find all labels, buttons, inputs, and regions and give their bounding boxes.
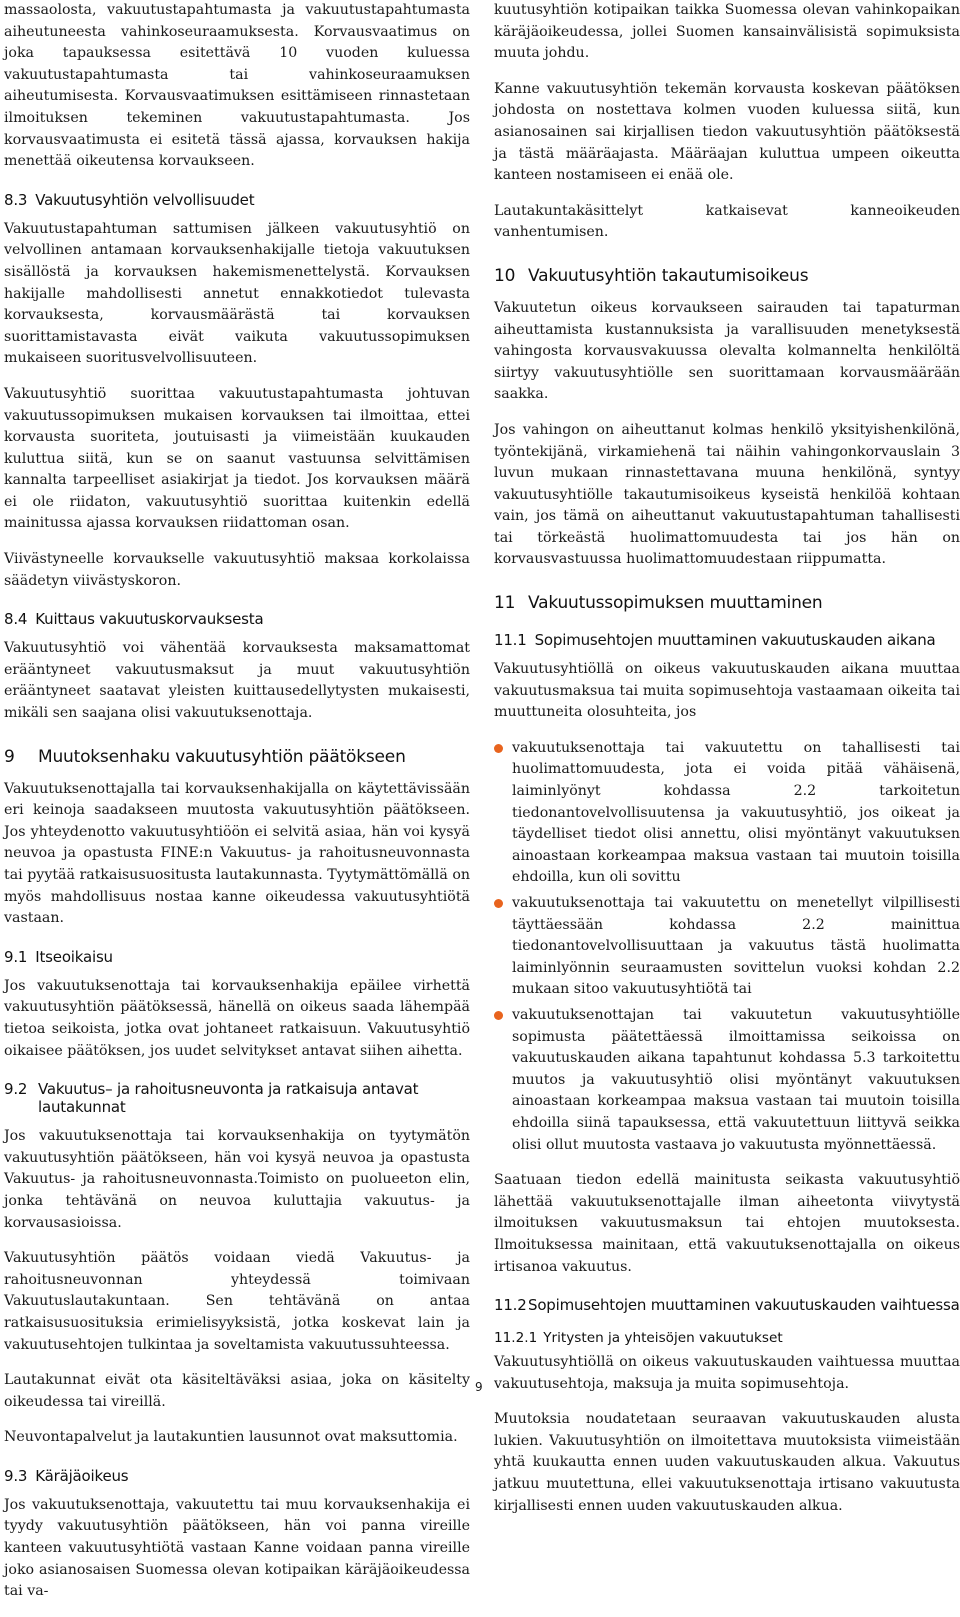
paragraph: Vakuutuksenottajalla tai korvauksenhakijalla on käytettävissään eri keinoja saadakseen muutosta vakuutusyhtiön päätökseen. Jos yhteydenotto vakuutusyhtiöön ei selvitä asiaa, hän voi kysyä neuvoa ja opastusta FINE:n Vakuutus- ja rahoitusneuvonnasta tai pyytää ratkaisusuositusta lautakunnasta. Tyytymättömällä on myös mahdollisuus nostaa kanne oikeudessa vakuutusyhtiötä vastaan. — [4, 780, 470, 927]
section-9-3-heading — [4, 1467, 470, 1485]
bullet-icon — [494, 899, 503, 908]
section-title: Vakuutusyhtiön takautumisoikeus — [528, 265, 809, 286]
section-number: 9.1 — [4, 947, 28, 966]
section-number: 8.4 — [4, 610, 28, 629]
section-number: 9.3 — [4, 1466, 28, 1485]
paragraph: Jos vahingon on aiheuttanut kolmas henkilö yksityishenkilönä, työntekijänä, virkamiehenä tai näihin vahingonkorvauslain 3 luvun mukaan rinnastettavana muuna henkilönä, syntyy vakuutusyhtiölle takautumisoikeus kyseistä henkilöä kohtaan vain, jos tämä on aiheuttanut vakuutustapahtuman tahallisesti tai törkeästä huolimattomuudesta tai jos hän on korvausvastuussa huolimattomuudestaan riippumatta. — [494, 421, 960, 568]
list-item-text: vakuutuksenottaja tai vakuutettu on tahallisesti tai huolimattomuudesta, jota ei voida pitää vähäisenä, laiminlyönyt kohdassa 2.2 tarkoitetun tiedonantovelvollisuutensa ja vakuutusyhtiö, jos oikeat ja täydelliset tiedot olisi annettu, olisi myöntänyt vakuutuksen ainoastaan korkeampaa maksua vastaan tai muutoin toisilla ehdoilla, kun oli sovittu — [512, 739, 960, 886]
section-title: Sopimusehtojen muuttaminen vakuutuskauden aikana — [534, 631, 936, 650]
paragraph: Neuvontapalvelut ja lautakuntien lausunnot ovat maksuttomia. — [4, 1429, 458, 1446]
list-item-text: vakuutuksenottaja tai vakuutettu on menetellyt vilpillisesti täyttäessään kohdassa 2.2 mainittua tiedonantovelvollisuuttaan ja vakuutus tästä huolimatta laiminlyönnin seuraamusten sovittelun vuoksi kohdan 2.2 mukaan sitoo vakuutusyhtiötä tai — [512, 895, 960, 998]
paragraph: Vakuutusyhtiön päätös voidaan viedä Vakuutus- ja rahoitusneuvonnan yhteydessä toimivaan Vakuutuslautakuntaan. Sen tehtävänä on antaa ratkaisusuosituksia erimielisyyksistä, jotka koskevat lain ja vakuutusehtojen tulkintaa ja soveltamista vakuutussuhteessa. — [4, 1250, 470, 1353]
paragraph: Lautakuntakäsittelyt katkaisevat kanneoikeuden vanhentumisen. — [494, 202, 960, 241]
conditions-list — [494, 738, 960, 1156]
section-title: Käräjäoikeus — [35, 1466, 129, 1485]
paragraph: Vakuutustapahtuman sattumisen jälkeen vakuutusyhtiö on velvollinen antamaan korvauksenhakijalle tietoja vakuutuksen sisällöstä ja korvauksen hakemismenettelystä. Korvauksen hakijalle mahdollisesti annetut ennakkotiedot tulevasta korvauksesta, korvausmäärästä tai korvauksen suorittamistavasta eivät vaikuta vakuutussopimuksen mukaiseen suoritusvelvollisuuteen. — [4, 220, 470, 367]
section-number: 9.2 — [4, 1080, 28, 1099]
paragraph: Muutoksia noudatetaan seuraavan vakuutuskauden alusta lukien. Vakuutusyhtiön on ilmoitettava muutoksista viimeistään yhtä kuukautta ennen uuden vakuutuskauden alkua. Vakuutus jatkuu muutettuna, ellei vakuutuksenottaja irtisano vakuutusta kirjallisesti ennen uuden vakuutuskauden alkua. — [494, 1411, 960, 1514]
paragraph: Jos vakuutuksenottaja tai korvauksenhakija epäilee virhettä vakuutusyhtiön päätöksessä, hänellä on oikeus saada lähempää tietoa seikoista, jotka ovat johtaneet ratkaisuun. Vakuutusyhtiö oikaisee päätöksen, jos uudet selvitykset antavat siihen aihetta. — [4, 977, 470, 1059]
list-item — [494, 893, 960, 1001]
section-11-heading — [494, 593, 960, 613]
list-item-text: vakuutuksenottajan tai vakuutetun vakuutusyhtiölle sopimusta päätettäessä ilmoittamissa seikoissa on vakuutuskauden aikana tapahtunut kohdassa 5.3 tarkoitettu muutos ja vakuutusyhtiö olisi myöntänyt vakuutuksen ainoastaan korkeampaa maksua vastaan tai muutoin toisilla ehdoilla siinä tapauksessa, että vakuutettuun liittyvä seikka olisi ollut muutosta vastaava jo vakuutusta myönnettäessä. — [512, 1006, 960, 1153]
paragraph: Jos vakuutuksenottaja, vakuutettu tai muu korvauksenhakija ei tyydy vakuutusyhtiön päätökseen, hän voi panna vireille kanteen vakuutusyhtiötä vastaan Kanne voidaan panna vireille joko asianosaisen Suomessa olevan kotipaikan käräjäoikeudessa tai va- — [4, 1496, 470, 1600]
section-title: Vakuutus– ja rahoitusneuvonta ja ratkaisuja antavat lautakunnat — [38, 1080, 419, 1117]
list-item — [494, 738, 960, 889]
section-number: 8.3 — [4, 190, 28, 209]
paragraph: Jos vakuutuksenottaja tai korvauksenhakija on tyytymätön vakuutusyhtiön päätökseen, hän voi kysyä neuvoa ja opastusta Vakuutus- ja rahoitusneuvonnasta.Toimisto on puolueeton elin, jonka tehtävänä on neuvoa kuluttajia vakuutus- ja korvausasioissa. — [4, 1128, 470, 1231]
section-title: Sopimusehtojen muuttaminen vakuutuskauden vaihtuessa — [528, 1296, 960, 1315]
list-item — [494, 1005, 960, 1156]
section-title: Itseoikaisu — [35, 947, 113, 966]
section-title: Yritysten ja yhteisöjen vakuutukset — [543, 1330, 783, 1347]
section-9-2-heading — [4, 1080, 470, 1116]
section-9-1-heading — [4, 948, 470, 966]
paragraph: Vakuutusyhtiö suorittaa vakuutustapahtumasta johtuvan vakuutussopimuksen mukaisen korvauksen tai ilmoittaa, ettei korvausta suoriteta, joutuisasti ja viimeistään kuukauden kuluttua siitä, kun se on saanut vastuunsa selvittämisen kannalta tarpeelliset asiakirjat ja tiedot. Jos korvauksen määrä ei ole riidaton, vakuutusyhtiö suorittaa kuitenkin edellä mainitussa ajassa korvauksen riidattoman osan. — [4, 385, 470, 532]
section-9-heading — [4, 747, 470, 767]
section-number: 11.2.1 — [494, 1330, 538, 1347]
paragraph: Lautakunnat eivät ota käsiteltäväksi asiaa, joka on käsitelty oikeudessa tai vireillä. — [4, 1372, 470, 1410]
section-number: 11 — [494, 593, 516, 614]
section-number: 11.1 — [494, 631, 527, 650]
bullet-icon — [494, 744, 503, 753]
section-number: 10 — [494, 265, 516, 286]
section-10-heading — [494, 266, 960, 286]
paragraph: Saatuaan tiedon edellä mainitusta seikasta vakuutusyhtiö lähettää vakuutuksenottajalle ilman aiheetonta viivytystä ilmoituksen vakuutusmaksun tai ehtojen muutoksesta. Ilmoituksessa mainitaan, että vakuutuksenottajalla on oikeus irtisanoa vakuutus. — [494, 1172, 960, 1275]
paragraph: Vakuutusyhtiöllä on oikeus vakuutuskauden vaihtuessa muuttaa vakuutusehtoja, maksuja ja muita sopimusehtoja. — [494, 1354, 960, 1392]
paragraph: Kanne vakuutusyhtiön tekemän korvausta koskevan päätöksen johdosta on nostettava kolmen vuoden kuluessa siitä, kun asianosainen sai kirjallisen tiedon vakuutusyhtiön päätöksestä ja tästä määräajasta. Määräajan kuluttua umpeen oikeutta kanteen nostamiseen ei enää ole. — [494, 80, 960, 184]
paragraph: Vakuutusyhtiöllä on oikeus vakuutuskauden aikana muuttaa vakuutusmaksua tai muita sopimusehtoja vastaamaan oikeita tai muuttuneita olosuhteita, jos — [494, 661, 960, 721]
left-column — [4, 0, 470, 1617]
section-11-2-1-heading — [494, 1330, 960, 1346]
intro-paragraph: massaolosta, vakuutustapahtumasta ja vakuutustapahtumasta aiheutuneesta vahinkoseuraamuksesta. Korvausvaatimus on joka tapauksessa esitettävä 10 vuoden kuluessa vakuutustapahtumasta tai vahinkoseuraamuksen aiheutumisesta. Korvausvaatimuksen esittämiseen rinnastetaan ilmoituksen tekeminen vakuutustapahtumasta. Jos korvausvaatimusta ei esitetä tässä ajassa, korvauksen hakija menettää oikeutensa korvaukseen. — [4, 2, 470, 170]
paragraph: Vakuutusyhtiö voi vähentää korvauksesta maksamattomat erääntyneet vakuutusmaksut ja muut vakuutusyhtiön erääntyneet saatavat yleisten kuittausedellytysten mukaisesti, mikäli sen saajana olisi vakuutuksenottaja. — [4, 640, 470, 722]
paragraph: Viivästyneelle korvaukselle vakuutusyhtiö maksaa korkolaissa säädetyn viivästyskoron. — [4, 551, 470, 589]
continued-paragraph: kuutusyhtiön kotipaikan taikka Suomessa olevan vahinkopaikan käräjäoikeudessa, jollei Suomen kansainvälisistä sopimuksista muuta johdu. — [494, 2, 960, 62]
bullet-icon — [494, 1011, 503, 1020]
section-title: Muutoksenhaku vakuutusyhtiön päätökseen — [38, 746, 406, 767]
section-11-2-heading — [494, 1296, 960, 1314]
section-title: Kuittaus vakuutuskorvauksesta — [35, 610, 264, 629]
section-title: Vakuutusyhtiön velvollisuudet — [35, 190, 255, 209]
paragraph: Vakuutetun oikeus korvaukseen sairauden tai tapaturman aiheuttamista kustannuksista ja varallisuuden menetyksestä vahingosta korvausvakuussa olevalta kolmannelta henkilöltä siirtyy vakuutusyhtiölle sen suorittamaan korvausmäärään saakka. — [494, 299, 960, 403]
section-number: 11.2 — [494, 1296, 527, 1315]
right-column — [494, 0, 960, 1531]
section-11-1-heading — [494, 631, 960, 649]
section-8-3-heading — [4, 191, 470, 209]
page-number: 9 — [475, 1380, 483, 1394]
section-number: 9 — [4, 746, 15, 767]
section-8-4-heading — [4, 610, 470, 628]
section-title: Vakuutussopimuksen muuttaminen — [528, 593, 823, 614]
